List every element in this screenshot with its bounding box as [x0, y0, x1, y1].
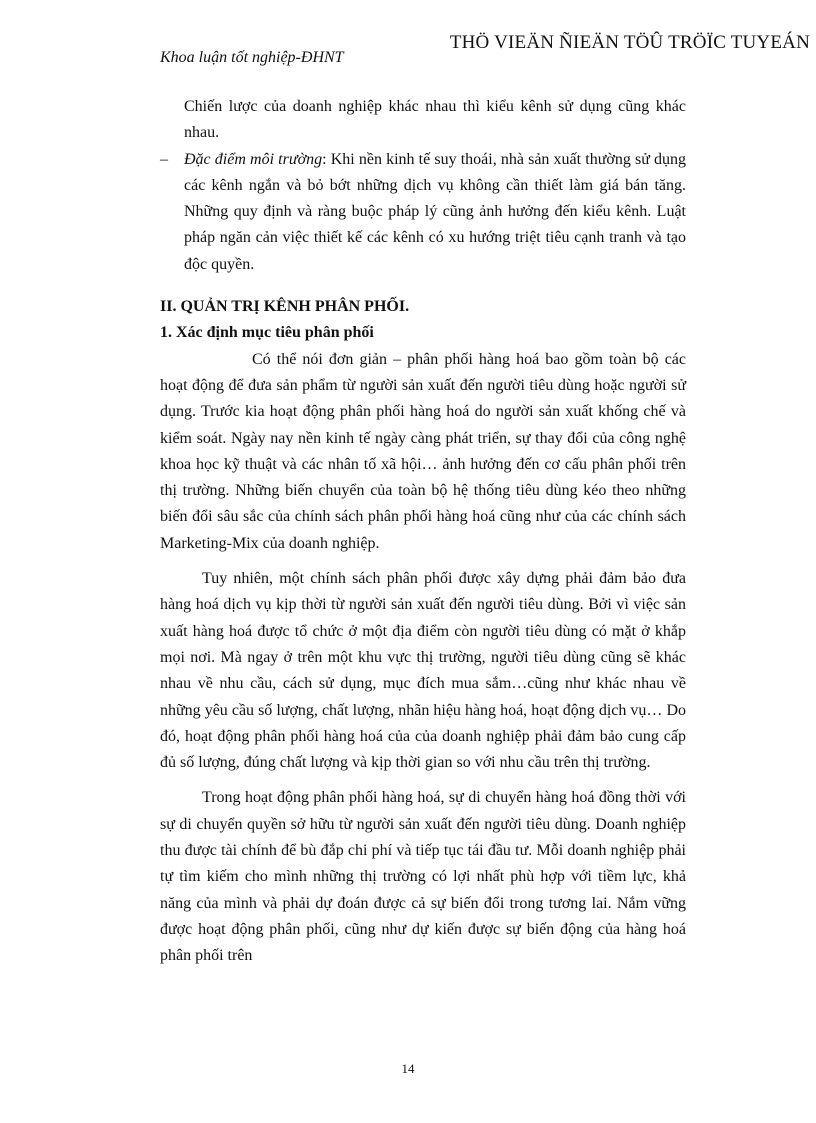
list-item-environment	[160, 147, 686, 278]
list-item-label: Đặc điểm môi trường	[184, 150, 323, 168]
section-heading: II. QUẢN TRỊ KÊNH PHÂN PHỐI.	[160, 298, 410, 316]
list-item-text: : Khi nền kinh tế suy thoái, nhà sản xuất thường sử dụng các kênh ngắn và bỏ bớt những dịch vụ không cần thiết làm giá bán tăng. Những quy định và ràng buộc pháp lý cũng ảnh hưởng đến kiểu kênh. Luật pháp ngăn cản việc thiết kế các kênh có xu hướng triệt tiêu cạnh tranh và tạo độc quyền.	[184, 150, 686, 273]
document-header-title: Khoa luận tốt nghiệp-ĐHNT	[160, 49, 344, 66]
continuation-paragraph: Chiến lược của doanh nghiệp khác nhau thì kiểu kênh sử dụng cũng khác nhau.	[184, 98, 686, 142]
page-body	[160, 94, 686, 970]
subsection-heading: 1. Xác định mục tiêu phân phối	[160, 324, 374, 342]
body-paragraph-1: Có thể nói đơn giản – phân phối hàng hoá bao gồm toàn bộ các hoạt động để đưa sản phẩm từ người sản xuất đến người tiêu dùng hoặc người sử dụng. Trước kia hoạt động phân phối hàng hoá do người sản xuất khống chế và kiểm soát. Ngày nay nền kinh tế ngày càng phát triển, sự thay đổi của công nghệ khoa học kỹ thuật và các nhân tố xã hội… ảnh hưởng đến cơ cấu phân phối trên thị trường. Những biến chuyển của toàn bộ hệ thống tiêu dùng kéo theo những biến đổi sâu sắc của chính sách phân phối hàng hoá cũng như của các chính sách Marketing-Mix của doanh nghiệp.	[160, 350, 686, 552]
page-number: 14	[401, 1061, 415, 1076]
library-header-text: THÖ VIEÄN ÑIEÄN TÖÛ TRÖÏC TUYEÁN	[449, 32, 810, 53]
dash-bullet: –	[160, 150, 168, 168]
body-paragraph-3: Trong hoạt động phân phối hàng hoá, sự di chuyển hàng hoá đồng thời với sự di chuyển quyền sở hữu từ người sản xuất đến người tiêu dùng. Doanh nghiệp thu được tài chính để bù đắp chi phí và tiếp tục tái đầu tư. Mỗi doanh nghiệp phải tự tìm kiếm cho mình những thị trường có lợi nhất phù hợp với tiềm lực, khả năng của mình và phải dự đoán được cả sự biến đổi trong tương lai. Nắm vững được hoạt động phân phối, cũng như dự kiến được sự biến động của hàng hoá phân phối trên	[160, 789, 686, 965]
body-paragraph-2: Tuy nhiên, một chính sách phân phối được xây dựng phải đảm bảo đưa hàng hoá dịch vụ kịp thời từ người sản xuất đến người tiêu dùng. Bởi vì việc sản xuất hàng hoá được tổ chức ở một địa điểm còn người tiêu dùng có mặt ở khắp mọi nơi. Mà ngay ở trên một khu vực thị trường, người tiêu dùng cũng sẽ khác nhau về nhu cầu, cách sử dụng, mục đích mua sắm…cũng như khác nhau về những yêu cầu số lượng, chất lượng, nhãn hiệu hàng hoá, hoạt động dịch vụ… Do đó, hoạt động phân phối hàng hoá của của doanh nghiệp phải đảm bảo cung cấp đủ số lượng, đúng chất lượng và kịp thời gian so với nhu cầu trên thị trường.	[160, 570, 686, 772]
